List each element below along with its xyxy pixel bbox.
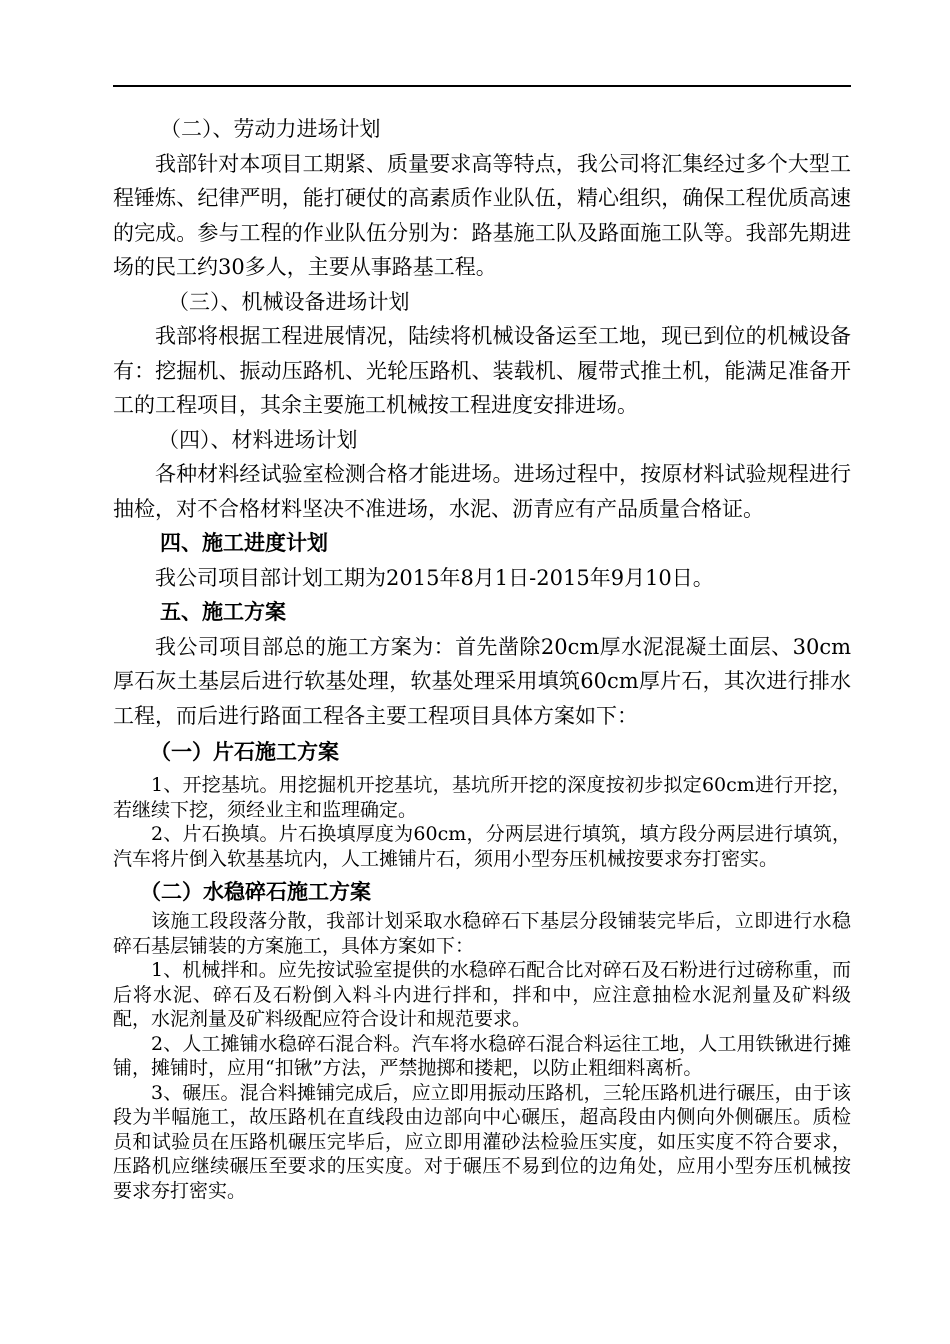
paragraph-schedule: 我公司项目部计划工期为2015年8月1日-2015年9月10日。 [155,565,714,590]
list-item: 2、片石换填。片石换填厚度为60cm，分两层进行填筑，填方段分两层进行填筑，汽车将片倒入软基基坑内，人工摊铺片石，须用小型夯压机械按要求夯打密实。 [113,823,851,870]
list-item: 2、人工摊铺水稳碎石混合料。汽车将水稳碎石混合料运往工地，人工用铁锹进行摊铺，摊铺时，应用“扣锹”方法，严禁抛掷和搂耙，以防止粗细料离析。 [113,1032,851,1079]
list-item: 3、碾压。混合料摊铺完成后，应立即用振动压路机，三轮压路机进行碾压，由于该段为半幅施工，故压路机在直线段由边部向中心碾压，超高段由内侧向外侧碾压。质检员和试验员在压路机碾压完毕后，应立即用灌砂法检验压实度，如压实度不符合要求，压路机应继续碾压至要求的压实度。对于碾压不易到位的边角处，应用小型夯压机械按要求夯打密实。 [113,1081,851,1202]
heading-schedule: 四、施工进度计划 [160,530,328,555]
heading-rubble-method: （一）片石施工方案 [150,739,339,764]
list-item: 1、机械拌和。应先按试验室提供的水稳碎石配合比对碎石及石粉进行过磅称重，而后将水泥、碎石及石粉倒入料斗内进行拌和，拌和中，应注意抽检水泥剂量及矿料级配，水泥剂量及矿料级配应符合设计和规范要求。 [113,959,851,1030]
heading-material-plan: （四）、材料进场计划 [158,427,358,452]
paragraph-labor-plan: 我部针对本项目工期紧、质量要求高等特点，我公司将汇集经过多个大型工程锤炼、纪律严明，能打硬仗的高素质作业队伍，精心组织，确保工程优质高速的完成。参与工程的作业队伍分别为：路基施工队及路面施工队等。我部先期进场的民工约30多人，主要从事路基工程。 [113,151,851,279]
section-methods [113,735,851,1203]
heading-construction-plan: 五、施工方案 [160,599,286,624]
paragraph-material-plan: 各种材料经试验室检测合格才能进场。进场过程中，按原材料试验规程进行抽检，对不合格材料坚决不准进场，水泥、沥青应有产品质量合格证。 [113,462,851,521]
paragraph-machinery-plan: 我部将根据工程进展情况，陆续将机械设备运至工地，现已到位的机械设备有：挖掘机、振动压路机、光轮压路机、装载机、履带式推土机，能满足准备开工的工程项目，其余主要施工机械按工程进度安排进场。 [113,324,851,417]
heading-labor-plan: （二）、劳动力进场计划 [160,117,381,141]
heading-cement-stabilized-method: （二）水稳碎石施工方案 [140,879,371,904]
heading-machinery-plan: （三）、机械设备进场计划 [168,289,410,314]
paragraph-cement-stabilized-intro: 该施工段段落分散，我部计划采取水稳碎石下基层分段铺装完毕后，立即进行水稳碎石基层铺装的方案施工，具体方案如下： [113,910,851,957]
paragraph-construction-plan: 我公司项目部总的施工方案为：首先凿除20cm厚水泥混凝土面层、30cm厚石灰土基层后进行软基处理，软基处理采用填筑60cm厚片石，其次进行排水工程，而后进行路面工程各主要工程项目具体方案如下： [113,634,851,728]
document-body [113,112,851,1203]
section-plans [113,112,851,733]
list-item: 1、开挖基坑。用挖掘机开挖基坑，基坑所开挖的深度按初步拟定60cm进行开挖，若继续下挖，须经业主和监理确定。 [113,774,851,821]
header-rule [113,85,851,87]
